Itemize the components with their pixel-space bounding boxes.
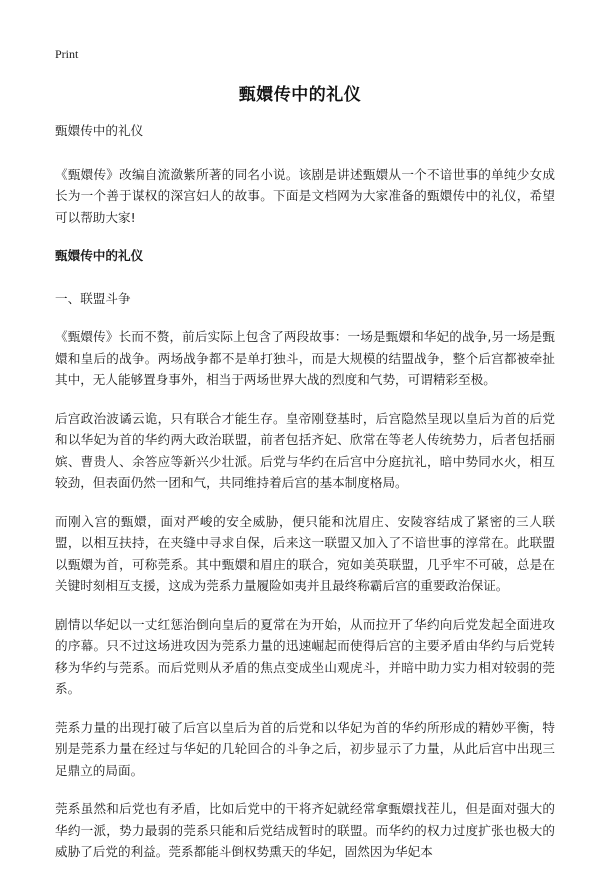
paragraph-1: 《甄嬛传》长而不赘，前后实际上包含了两段故事：一场是甄嬛和华妃的战争,另一场是甄嬛和皇后的战争。两场战争都不是单打独斗，而是大规模的结盟战争，整个后宫都被牵扯其中，无人能够置身事外，相当于两场世界大战的烈度和气势，可谓精彩至极。 [55, 329, 555, 387]
section-title: 一、联盟斗争 [55, 290, 131, 306]
section-heading: 甄嬛传中的礼仪 [55, 248, 144, 263]
paragraph-2: 后宫政治波谲云诡，只有联合才能生存。皇帝刚登基时，后宫隐然呈现以皇后为首的后党和以华妃为首的华约两大政治联盟，前者包括齐妃、欣常在等老人传统势力，后者包括丽嫔、曹贵人、余答应等新兴少壮派。后党与华约在后宫中分庭抗礼，暗中势同水火，相互较劲，但表面仍然一团和气，共同维持着后宫的基本制度格局。 [55, 410, 555, 490]
paragraph-5: 莞系力量的出现打破了后宫以皇后为首的后党和以华妃为首的华约所形成的精妙平衡，特别是莞系力量在经过与华妃的几轮回合的斗争之后，初步显示了力量，从此后宫中出现三足鼎立的局面。 [55, 719, 555, 778]
page-title: 甄嬛传中的礼仪 [238, 85, 362, 105]
article-body [55, 120, 555, 880]
paragraph-4: 剧情以华妃以一丈红惩治倒向皇后的夏常在为开始，从而拉开了华约向后党发起全面进攻的序幕。只不过这场进攻因为莞系力量的迅速崛起而使得后宫的主要矛盾由华约与后党转移为华约与莞系。而后党则从矛盾的焦点变成坐山观虎斗，并暗中助力实力相对较弱的莞系。 [55, 616, 555, 696]
intro-paragraph: 《甄嬛传》改编自流潋紫所著的同名小说。该剧是讲述甄嬛从一个不谙世事的单纯少女成长为一个善于谋权的深宫妇人的故事。下面是文档网为大家准备的甄嬛传中的礼仪，希望可以帮助大家! [55, 166, 555, 225]
print-link[interactable]: Print [55, 47, 79, 61]
paragraph-6: 莞系虽然和后党也有矛盾，比如后党中的干将齐妃就经常拿甄嬛找茬儿，但是面对强大的华约一派，势力最弱的莞系只能和后党结成暂时的联盟。而华约的权力过度扩张也极大的威胁了后党的利益。莞系都能斗倒权势熏天的华妃，固然因为华妃本 [55, 801, 555, 859]
paragraph-3: 而刚入宫的甄嬛，面对严峻的安全威胁，便只能和沈眉庄、安陵容结成了紧密的三人联盟，以相互扶持，在夹缝中寻求自保，后来这一联盟又加入了不谙世事的淳常在。此联盟以甄嬛为首，可称莞系。其中甄嬛和眉庄的联合，宛如美英联盟，几乎牢不可破，总是在关键时刻相互支援，这成为莞系力量履险如夷并且最终称霸后宫的重要政治保证。 [55, 513, 555, 593]
article-subtitle: 甄嬛传中的礼仪 [55, 123, 144, 138]
